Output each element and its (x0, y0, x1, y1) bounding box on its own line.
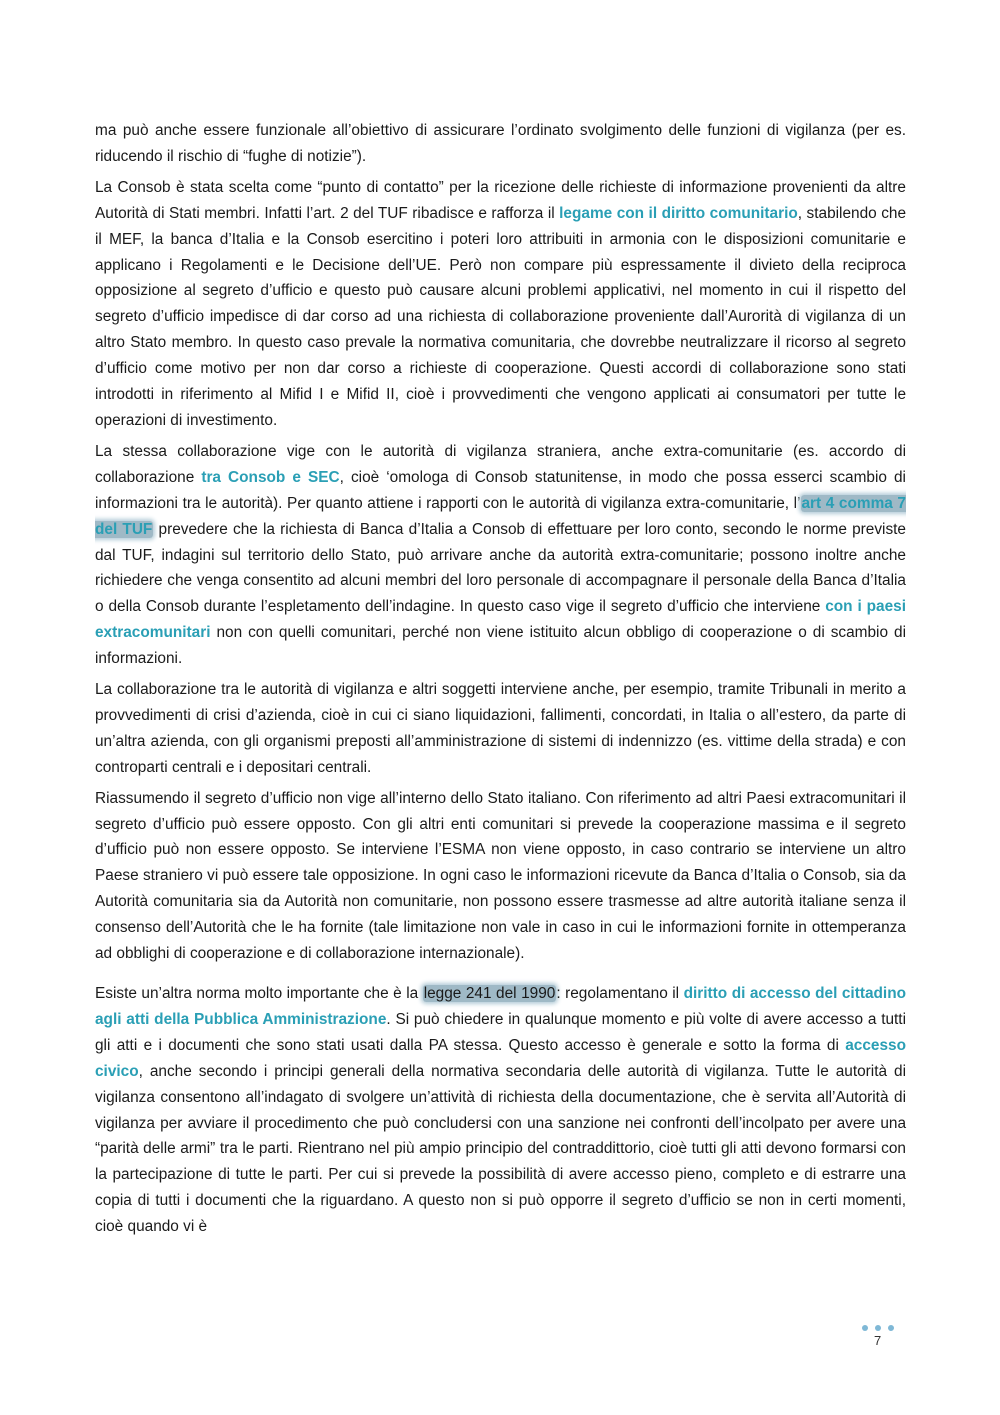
highlighted-term: art 4 comma 7 del TUF (95, 494, 906, 538)
text-run: . Si può chiedere in qualunque momento e più volte di avere accesso a tutti gli atti e i documenti che sono stati usati dalla PA stessa. Questo accesso è generale e sotto la forma di (95, 1010, 906, 1054)
text-run: Riassumendo il segreto d’ufficio non vige all’interno dello Stato italiano. Con riferimento ad altri Paesi extracomunitari il segreto d’ufficio può essere opposto. Con gli altri enti comunitari si prevede la cooperazione massima e il segreto d’ufficio può non essere opposto. Se interviene l’ESMA non viene opposto, in caso contrario se interviene un altro Paese straniero vi può essere tale opposizione. In ogni caso le informazioni ricevute da Banca d’Italia o Consob, sia da Autorità comunitaria sia da Autorità non comunitarie, non possono essere trasmesse ad altre autorità italiane senza il consenso dell’Autorità che le ha fornite (tale limitazione non vale in caso in cui le informazioni fornite in ottemperanza ad obblighi di cooperazione e di collaborazione internazionale). (95, 789, 906, 963)
paragraph (95, 118, 906, 170)
text-run: non con quelli comunitari, perché non viene istituito alcun obbligo di cooperazione o di scambio di informazioni. (95, 624, 906, 668)
text-run: prevedere che la richiesta di Banca d’Italia a Consob di effettuare per loro conto, secondo le norme previste dal TUF, indagini sul territorio dello Stato, può arrivare anche da autorità extra-comunitarie; possono inoltre anche richiedere che venga consentito ad alcuni membri del loro personale di accompagnare il personale della Banca d’Italia o della Consob durante l’espletamento dell’indagine. In questo caso vige il segreto d’ufficio che interviene (95, 520, 906, 616)
dots-ornament-icon (862, 1325, 894, 1331)
text-run: , cioè ‘omologa di Consob statunitense, in modo che possa esserci scambio di informazioni tra le autorità). Per quanto attiene i rapporti con le autorità di vigilanza extra-comunitarie, l’ (95, 468, 906, 512)
text-run: La stessa collaborazione vige con le autorità di vigilanza straniera, anche extra-comunitarie (es. accordo di collaborazione (95, 442, 906, 486)
highlighted-term: legge 241 del 1990 (423, 985, 556, 1002)
document-body (95, 118, 906, 1245)
text-run: : regolamentano il (556, 985, 684, 1002)
paragraph (95, 677, 906, 781)
highlighted-term: con i paesi extracomunitari (95, 598, 906, 642)
page-number: 7 (874, 1333, 882, 1348)
paragraph (95, 981, 906, 1240)
highlighted-term: legame con il diritto comunitario (559, 204, 798, 222)
text-run: , stabilendo che il MEF, la banca d’Italia e la Consob esercitino i poteri loro attribuiti in armonia con le disposizioni comunitarie e applicano i Regolamenti e le Decisione dell’UE. Però non compare più espressamente il divieto della reciproca opposizione al segreto d’ufficio e questo può causare alcuni problemi applicativi, nel momento in cui il rispetto del segreto d’ufficio impedisce di dar corso ad una richiesta di collaborazione proveniente dall’Aurorità di vigilanza di un altro Stato membro. In questo caso prevale la normativa comunitaria, che dovrebbe neutralizzare il ricorso al segreto d’ufficio come motivo per non dar corso a richieste di cooperazione. Questi accordi di collaborazione sono stati introdotti in riferimento al Mifid I e Mifid II, cioè i provvedimenti che vengono applicati ai consumatori per tutte le operazioni di investimento. (95, 204, 907, 429)
highlighted-term: diritto di accesso del cittadino agli atti della Pubblica Amministrazione (95, 985, 906, 1028)
text-run: , anche secondo i principi generali della normativa secondaria delle autorità di vigilanza. Tutte le autorità di vigilanza consentono all’indagato di svolgere un’attività di richiesta della documentazione, che è servita all’Autorità di vigilanza per avviare il procedimento che può concludersi con una sanzione nei confronti dell’incolpato per avere una “parità delle armi” tra le parti. Rientrano nel più ampio principio del contraddittorio, cioè tutti gli atti devono formarsi con la partecipazione di tutte le parti. Per cui si prevede la possibilità di avere accesso pieno, completo e di estrarre una copia di tutti i documenti che la riguardano. A questo non si può opporre il segreto d’ufficio se non in certi momenti, cioè quando vi è (95, 1062, 906, 1236)
paragraph (95, 786, 906, 967)
text-run: Esiste un’altra norma molto importante che è la (95, 985, 423, 1002)
paragraph (95, 439, 906, 672)
page-footer (852, 1320, 902, 1360)
text-run: La collaborazione tra le autorità di vigilanza e altri soggetti interviene anche, per esempio, tramite Tribunali in merito a provvedimenti di crisi d’azienda, cioè in cui ci siano liquidazioni, fallimenti, concordati, in Italia o all’estero, da parte di un’altra azienda, con gli organismi preposti all’amministrazione di sistemi di indennizzo (es. vittime della strada) e con controparti centrali e i depositari centrali. (95, 681, 906, 776)
text-run: ma può anche essere funzionale all’obiettivo di assicurare l’ordinato svolgimento delle funzioni di vigilanza (per es. riducendo il rischio di “fughe di notizie”). (95, 122, 906, 165)
highlighted-term: tra Consob e SEC (201, 468, 340, 486)
highlighted-term: accesso civico (95, 1036, 906, 1080)
paragraph (95, 175, 906, 434)
text-run: La Consob è stata scelta come “punto di contatto” per la ricezione delle richieste di informazione provenienti da altre Autorità di Stati membri. Infatti l’art. 2 del TUF ribadisce e rafforza il (95, 178, 906, 222)
